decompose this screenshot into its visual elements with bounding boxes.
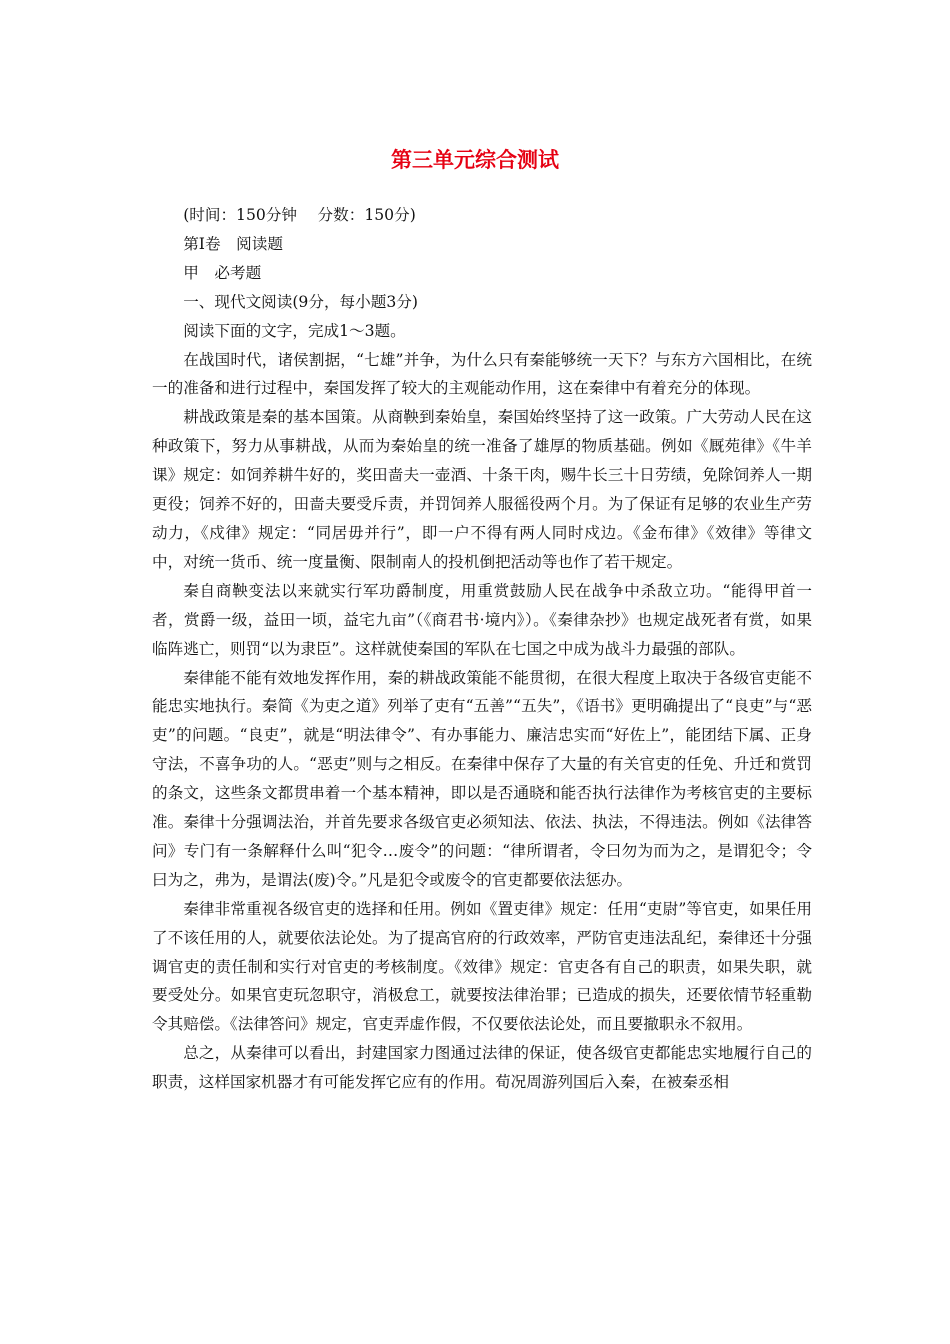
document-title: 第三单元综合测试 [391, 148, 559, 172]
passage-paragraph: 秦自商鞅变法以来就实行军功爵制度，用重赏鼓励人民在战争中杀敌立功。“能得甲首一者，赏爵一级，益田一顷，益宅九亩”（《商君书·境内》）。《秦律杂抄》也规定战死者有赏，如果临阵逃亡，则罚“以为隶臣”。这样就使秦国的军队在七国之中成为战斗力最强的部队。 [152, 581, 812, 658]
passage-paragraph: 秦律非常重视各级官吏的选择和任用。例如《置吏律》规定：任用“吏尉”等官吏，如果任用了不该任用的人，就要依法论处。为了提高官府的行政效率，严防官吏违法乱纪，秦律还十分强调官吏的责任制和实行对官吏的考核制度。《效律》规定：官吏各有自己的职责，如果失职，就要受处分。如果官吏玩忽职守，消极怠工，就要按法律治罪；已造成的损失，还要依情节轻重勒令其赔偿。《法律答问》规定，官吏弄虚作假，不仅要依法论处，而且要撤职永不叙用。 [152, 899, 812, 1034]
reading-instruction: 阅读下面的文字，完成1～3题。 [183, 321, 406, 340]
passage-paragraph: 在战国时代，诸侯割据，“七雄”并争，为什么只有秦能够统一天下？与东方六国相比，在统一的准备和进行过程中，秦国发挥了较大的主观能动作用，这在秦律中有着充分的体现。 [152, 350, 812, 398]
passage-paragraph: 耕战政策是秦的基本国策。从商鞅到秦始皇，秦国始终坚持了这一政策。广大劳动人民在这种政策下，努力从事耕战，从而为秦始皇的统一准备了雄厚的物质基础。例如《厩苑律》《牛羊课》规定：如饲养耕牛好的，奖田啬夫一壶酒、十条干肉，赐牛长三十日劳绩，免除饲养人一期更役；饲养不好的，田啬夫要受斥责，并罚饲养人服徭役两个月。为了保证有足够的农业生产劳动力，《戍律》规定：“同居毋并行”，即一户不得有两人同时戍边。《金布律》《效律》等律文中，对统一货币、统一度量衡、限制南人的投机倒把活动等也作了若干规定。 [152, 408, 812, 571]
section-heading: 第Ⅰ卷 阅读题 [183, 234, 283, 253]
document-body [152, 201, 812, 1097]
passage-paragraph: 总之，从秦律可以看出，封建国家力图通过法律的保证，使各级官吏都能忠实地履行自己的职责，这样国家机器才有可能发挥它应有的作用。荀况周游列国后入秦，在被秦丞相 [152, 1044, 812, 1092]
passage-paragraph: 秦律能不能有效地发挥作用，秦的耕战政策能不能贯彻，在很大程度上取决于各级官吏能不能忠实地执行。秦简《为吏之道》列举了吏有“五善”“五失”，《语书》更明确提出了“良吏”与“恶吏”的问题。“良吏”，就是“明法律令”、有办事能力、廉洁忠实而“好佐上”，能团结下属、正身守法，不喜争功的人。“恶吏”则与之相反。在秦律中保存了大量的有关官吏的任免、升迁和赏罚的条文，这些条文都贯串着一个基本精神，即以是否通晓和能否执行法律作为考核官吏的主要标准。秦律十分强调法治，并首先要求各级官吏必须知法、依法、执法，不得违法。例如《法律答问》专门有一条解释什么叫“犯令…废令”的问题：“律所谓者，令曰勿为而为之，是谓犯令；令曰为之，弗为，是谓法(废)令。”凡是犯令或废令的官吏都要依法惩办。 [152, 668, 812, 889]
question-group-heading: 一、现代文阅读(9分，每小题3分) [183, 292, 418, 311]
subsection-heading: 甲 必考题 [183, 263, 262, 282]
exam-time-score: (时间：150分钟 分数：150分) [183, 206, 416, 224]
